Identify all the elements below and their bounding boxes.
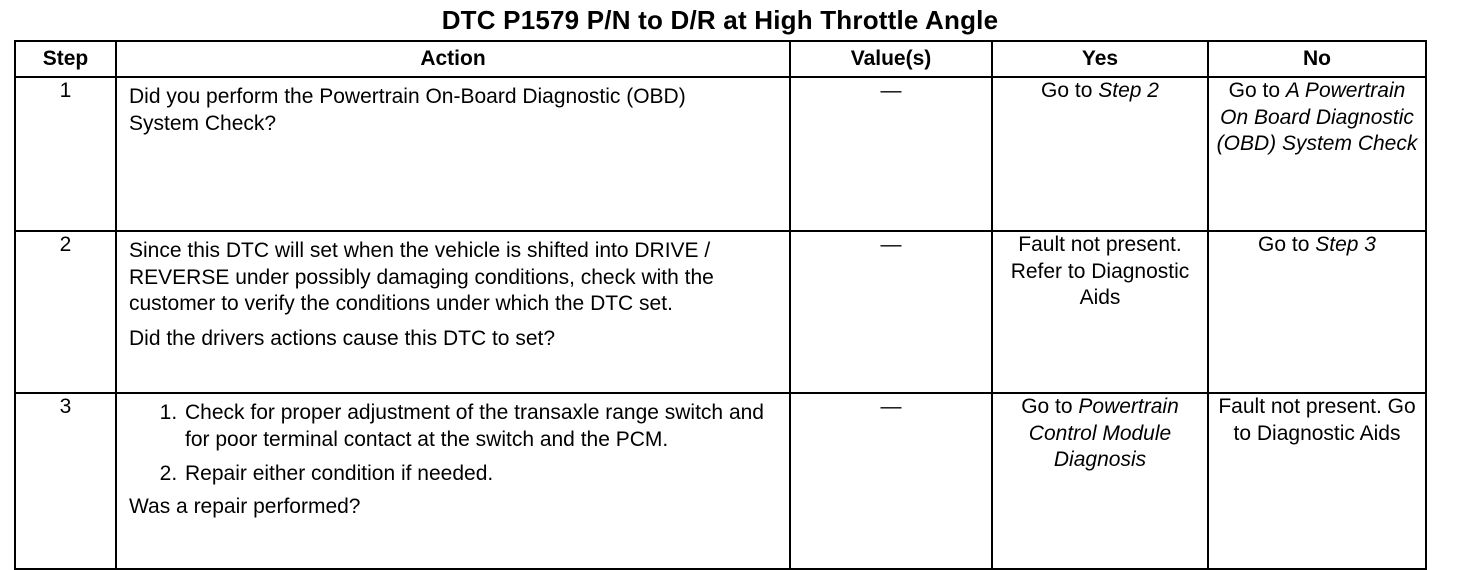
table-row: [15, 231, 1426, 393]
action-step-item: 1. Check for proper adjustment of the transaxle range switch and for poor terminal contact at the switch and the PCM.: [183, 400, 779, 453]
header-step: Step: [15, 41, 116, 77]
action-cell: [116, 77, 790, 231]
step-number: 3: [15, 393, 116, 569]
yes-text: Fault not present. Refer to Diagnostic Aids: [1010, 233, 1190, 309]
header-yes: Yes: [992, 41, 1208, 77]
action-text: Did you perform the Powertrain On-Board Diagnostic (OBD) System Check?: [129, 85, 686, 135]
value-dash: —: [880, 79, 902, 102]
value-cell: [790, 393, 992, 569]
no-link-step-3[interactable]: Step 3: [1315, 233, 1376, 256]
no-cell: [1208, 393, 1426, 569]
value-dash: —: [880, 395, 902, 418]
yes-link-pcm-diagnosis[interactable]: Powertrain Control Module Diagnosis: [1028, 395, 1179, 471]
yes-cell: [992, 393, 1208, 569]
no-link-obd-system-check[interactable]: A Powertrain On Board Diagnostic (OBD) System Check: [1216, 79, 1418, 155]
yes-cell: [992, 77, 1208, 231]
no-prefix: Go to: [1228, 79, 1286, 102]
no-text: Fault not present. Go to Diagnostic Aids: [1218, 395, 1416, 445]
yes-prefix: Go to: [1041, 79, 1099, 102]
value-dash: —: [880, 233, 902, 256]
table-row: [15, 393, 1426, 569]
action-step-item: 2. Repair either condition if needed.: [183, 461, 779, 488]
yes-prefix: Go to: [1021, 395, 1079, 418]
step-number: 2: [15, 231, 116, 393]
no-cell: [1208, 231, 1426, 393]
value-cell: [790, 231, 992, 393]
table-header-row: [15, 41, 1426, 77]
value-cell: [790, 77, 992, 231]
action-steps-list: [129, 400, 779, 488]
action-question: Did the drivers actions cause this DTC to set?: [129, 326, 556, 350]
diagnostic-table: [14, 40, 1427, 570]
header-values: Value(s): [790, 41, 992, 77]
action-cell: [116, 231, 790, 393]
no-prefix: Go to: [1258, 233, 1316, 256]
step-number: 1: [15, 77, 116, 231]
yes-link-step-2[interactable]: Step 2: [1098, 79, 1159, 102]
header-action: Action: [116, 41, 790, 77]
no-cell: [1208, 77, 1426, 231]
table-row: [15, 77, 1426, 231]
header-no: No: [1208, 41, 1426, 77]
action-question: Was a repair performed?: [129, 494, 361, 518]
page-title: DTC P1579 P/N to D/R at High Throttle Angle: [441, 5, 999, 35]
yes-cell: [992, 231, 1208, 393]
action-text: Since this DTC will set when the vehicle is shifted into DRIVE / REVERSE under possibly damaging conditions, check with the customer to verify the conditions under which the DTC set.: [129, 239, 714, 315]
action-cell: [116, 393, 790, 569]
